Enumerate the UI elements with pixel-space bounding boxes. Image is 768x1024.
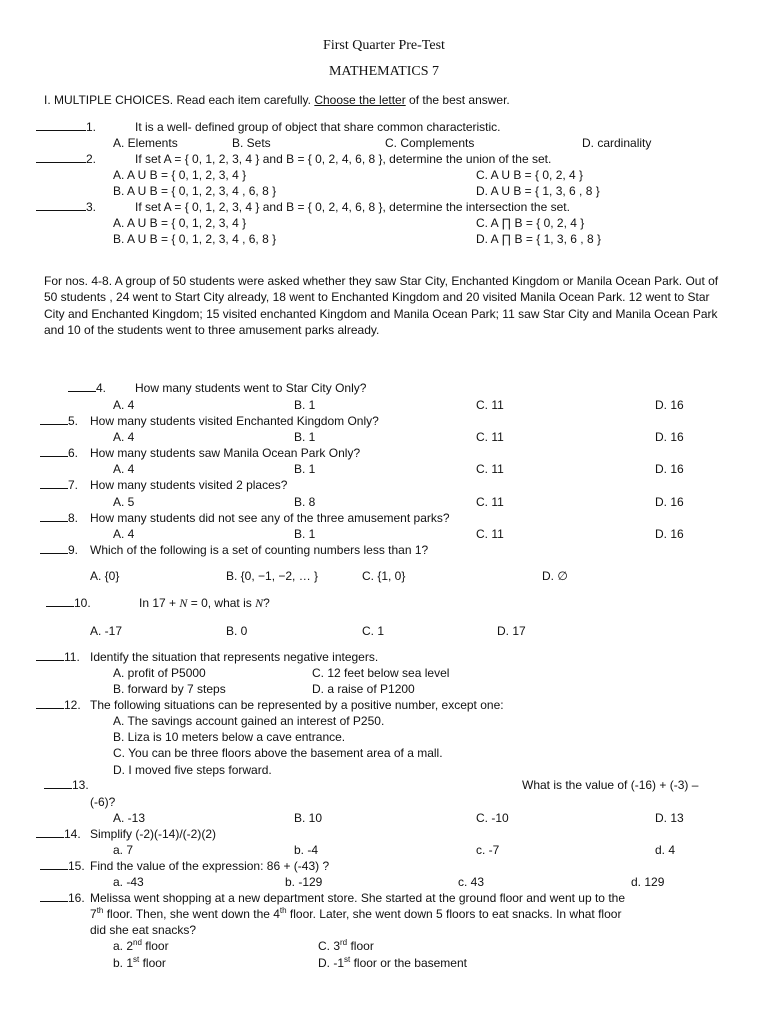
choice-c: [318, 938, 374, 954]
choice-c: C. -10: [476, 811, 509, 825]
choice-d: d. 4: [655, 843, 676, 857]
question-2: [36, 151, 96, 167]
question-number: 15.: [68, 859, 85, 873]
passage-text: For nos. 4-8. A group of 50 students were asked whether they saw Star City, Enchanted Kingdom or Manila Ocean Park. Out of 50 students , 24 went to Start City already, 18 went to Enchanted Kingdom and 20 visited Manila Ocean Park. 12 went to Star City and Enchanted Kingdom; 15 visited enchanted Kingdom and Manila Ocean Park; 11 saw Star City and Manila Ocean Park and 10 of the students went to three amusement parks already.: [44, 274, 719, 338]
question-number: 9.: [68, 543, 79, 557]
choice-a: A. {0}: [90, 569, 120, 583]
question-text: Which of the following is a set of counting numbers less than 1?: [90, 543, 429, 557]
question-number: 7.: [68, 478, 79, 492]
answer-blank[interactable]: [68, 380, 96, 392]
choice-a: A. Elements: [113, 136, 178, 150]
answer-blank[interactable]: [40, 445, 68, 457]
question-9: [40, 542, 78, 558]
question-text: Find the value of the expression: 86 + (-43) ?: [90, 859, 330, 873]
answer-blank[interactable]: [40, 858, 68, 870]
text: floor. Later, she went down 5 floors to eat snacks. In what floor: [286, 907, 622, 921]
text: floor: [139, 956, 166, 970]
question-7: [40, 477, 78, 493]
choice-a: a. -43: [113, 875, 144, 889]
question-number: 12.: [64, 698, 81, 712]
choice-c: C. 12 feet below sea level: [312, 666, 450, 680]
choice-c: C. Complements: [385, 136, 475, 150]
question-text: [139, 595, 270, 611]
question-1: [36, 119, 96, 135]
question-text: How many students did not see any of the three amusement parks?: [90, 511, 450, 525]
question-text: Identify the situation that represents negative integers.: [90, 650, 379, 664]
choice-b: B. Liza is 10 meters below a cave entrance.: [113, 730, 346, 744]
answer-blank[interactable]: [40, 890, 68, 902]
answer-blank[interactable]: [40, 477, 68, 489]
variable: N: [255, 596, 264, 610]
choice-a: A. 4: [113, 398, 135, 412]
choice-a: a. 7: [113, 843, 134, 857]
question-text: If set A = { 0, 1, 2, 3, 4 } and B = { 0, 2, 4, 6, 8 }, determine the intersection the set.: [135, 200, 570, 214]
superscript: st: [133, 955, 140, 964]
question-number: 14.: [64, 827, 81, 841]
choice-c: C. 1: [362, 624, 385, 638]
question-number: 8.: [68, 511, 79, 525]
answer-blank[interactable]: [44, 777, 72, 789]
instructions-text: I. MULTIPLE CHOICES. Read each item carefully.: [44, 93, 315, 107]
question-text: It is a well- defined group of object that share common characteristic.: [135, 120, 501, 134]
answer-blank[interactable]: [40, 510, 68, 522]
section-instructions: [44, 92, 510, 108]
choice-a: A. A U B = { 0, 1, 2, 3, 4 }: [113, 168, 247, 182]
choice-c: C. 11: [476, 430, 504, 444]
choice-c: C. You can be three floors above the basement area of a mall.: [113, 746, 443, 760]
choice-d: D. I moved five steps forward.: [113, 763, 272, 777]
choice-a: A. 5: [113, 495, 135, 509]
choice-a: A. -17: [90, 624, 123, 638]
question-text: How many students saw Manila Ocean Park Only?: [90, 446, 361, 460]
equation-text: = 0, what is: [187, 596, 256, 610]
choice-b: B. 1: [294, 398, 316, 412]
text: floor. Then, she went down the 4: [103, 907, 280, 921]
choice-c: C. A ∏ B = { 0, 2, 4 }: [476, 216, 585, 230]
text: b. 1: [113, 956, 134, 970]
page-title: First Quarter Pre-Test: [323, 38, 445, 53]
choice-d: D. 16: [655, 527, 684, 541]
choice-a: A. 4: [113, 527, 135, 541]
choice-b: b. -4: [294, 843, 319, 857]
question-5: [40, 413, 78, 429]
choice-d: D. 16: [655, 398, 684, 412]
text: floor: [141, 939, 169, 953]
choice-c: C. 11: [476, 462, 504, 476]
choice-b: B. 1: [294, 527, 316, 541]
choice-a: A. A U B = { 0, 1, 2, 3, 4 }: [113, 216, 247, 230]
question-text-cont: (-6)?: [90, 795, 116, 809]
choice-d: D. a raise of P1200: [312, 682, 415, 696]
instructions-text-end: of the best answer.: [405, 93, 510, 107]
choice-b: B. A U B = { 0, 1, 2, 3, 4 , 6, 8 }: [113, 184, 277, 198]
choice-b: B. 0: [226, 624, 248, 638]
text: C. 3: [318, 939, 341, 953]
question-6: [40, 445, 78, 461]
superscript: st: [344, 955, 351, 964]
choice-d: D. A ∏ B = { 1, 3, 6 , 8 }: [476, 232, 601, 246]
choice-d: D. cardinality: [582, 136, 652, 150]
choice-a: A. -13: [113, 811, 146, 825]
question-text: How many students visited 2 places?: [90, 478, 288, 492]
choice-d: D. 16: [655, 430, 684, 444]
question-text: The following situations can be represented by a positive number, except one:: [90, 698, 504, 712]
question-text: How many students visited Enchanted Kingdom Only?: [90, 414, 379, 428]
question-number: 10.: [74, 596, 91, 610]
question-number: 3.: [86, 200, 97, 214]
choice-c: C. 11: [476, 495, 504, 509]
text: a. 2: [113, 939, 134, 953]
question-number: 11.: [64, 650, 80, 664]
equation-text: In 17 +: [139, 596, 180, 610]
choice-a: A. profit of P5000: [113, 666, 206, 680]
question-number: 1.: [86, 120, 97, 134]
question-14: [36, 826, 81, 842]
choice-b: b. -129: [285, 875, 323, 889]
question-number: 5.: [68, 414, 79, 428]
question-text: Simplify (-2)(-14)/(-2)(2): [90, 827, 216, 841]
question-10: [46, 595, 91, 611]
choice-a: A. The savings account gained an interest of P250.: [113, 714, 385, 728]
question-8: [40, 510, 78, 526]
choice-b: B. 1: [294, 462, 316, 476]
choice-d: d. 129: [631, 875, 665, 889]
choice-d: D. 13: [655, 811, 684, 825]
choice-a: A. 4: [113, 430, 135, 444]
variable: N: [179, 596, 188, 610]
question-text: How many students went to Star City Only?: [135, 381, 367, 395]
choice-b: B. 10: [294, 811, 323, 825]
question-text: What is the value of (-16) + (-3) –: [522, 778, 699, 792]
choice-a: [113, 938, 169, 954]
question-16: [40, 890, 85, 906]
answer-blank[interactable]: [36, 119, 86, 131]
superscript: nd: [133, 938, 142, 947]
question-13: [44, 777, 89, 793]
choice-b: B. {0, −1, −2, … }: [226, 569, 319, 583]
choice-d: [318, 955, 467, 971]
question-number: 16.: [68, 891, 85, 905]
question-number: 4.: [96, 381, 107, 395]
choice-b: [113, 955, 166, 971]
instructions-underlined: Choose the letter: [314, 93, 406, 107]
choice-d: D. 16: [655, 495, 684, 509]
text: floor: [347, 939, 374, 953]
superscript: th: [96, 906, 104, 915]
choice-d: D. 16: [655, 462, 684, 476]
question-12: [36, 697, 81, 713]
question-number: 13.: [72, 778, 89, 792]
equation-text: ?: [263, 596, 270, 610]
answer-blank[interactable]: [40, 413, 68, 425]
answer-blank[interactable]: [36, 649, 64, 661]
answer-blank[interactable]: [36, 826, 64, 838]
text: floor or the basement: [350, 956, 467, 970]
question-text-cont: [90, 906, 621, 922]
answer-blank[interactable]: [36, 151, 86, 163]
answer-blank[interactable]: [40, 542, 68, 554]
text: D. -1: [318, 956, 345, 970]
subject-title: MATHEMATICS 7: [328, 64, 440, 79]
choice-b: B. 1: [294, 430, 316, 444]
choice-b: B. 8: [294, 495, 316, 509]
choice-b: B. forward by 7 steps: [113, 682, 226, 696]
question-11: [36, 649, 80, 665]
choice-c: C. 11: [476, 398, 504, 412]
question-4: [68, 380, 106, 396]
text: 7: [90, 907, 97, 921]
question-text: If set A = { 0, 1, 2, 3, 4 } and B = { 0, 2, 4, 6, 8 }, determine the union of the set.: [135, 152, 552, 166]
choice-c: c. -7: [476, 843, 500, 857]
question-text: Melissa went shopping at a new department store. She started at the ground floor and went up to the: [90, 891, 625, 905]
answer-blank[interactable]: [36, 199, 86, 211]
question-number: 6.: [68, 446, 79, 460]
choice-c: c. 43: [458, 875, 485, 889]
choice-d: D. 17: [497, 624, 526, 638]
answer-blank[interactable]: [46, 595, 74, 607]
question-number: 2.: [86, 152, 97, 166]
answer-blank[interactable]: [36, 697, 64, 709]
question-3: [36, 199, 96, 215]
question-15: [40, 858, 85, 874]
choice-b: B. A U B = { 0, 1, 2, 3, 4 , 6, 8 }: [113, 232, 277, 246]
superscript: rd: [340, 938, 348, 947]
question-text-cont: did she eat snacks?: [90, 923, 197, 937]
choice-c: C. A U B = { 0, 2, 4 }: [476, 168, 584, 182]
choice-a: A. 4: [113, 462, 135, 476]
choice-d: D. ∅: [542, 569, 568, 583]
choice-c: C. {1, 0}: [362, 569, 406, 583]
choice-d: D. A U B = { 1, 3, 6 , 8 }: [476, 184, 600, 198]
choice-c: C. 11: [476, 527, 504, 541]
superscript: th: [279, 906, 287, 915]
choice-b: B. Sets: [232, 136, 271, 150]
